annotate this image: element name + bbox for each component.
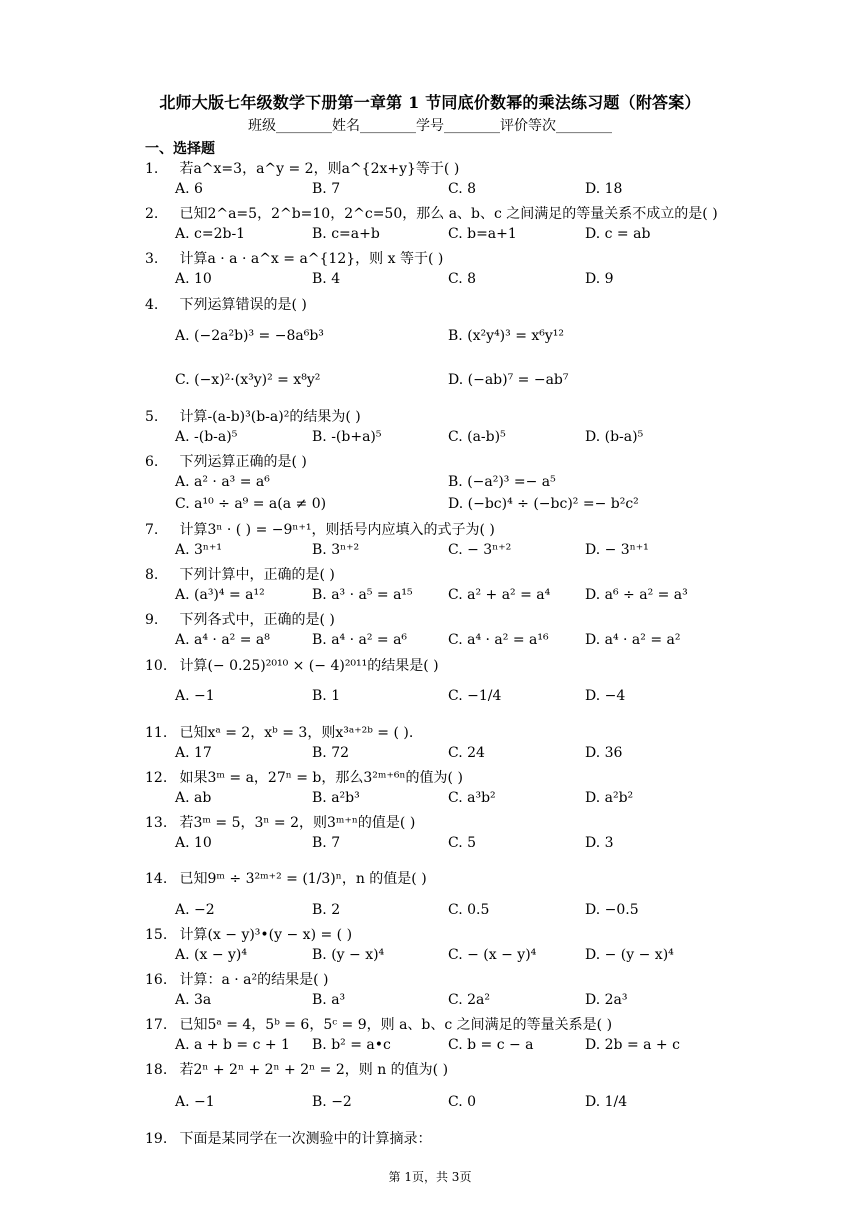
question-7 bbox=[145, 519, 495, 539]
option-a: A. (−2a²b)³ = −8a⁶b³ bbox=[175, 328, 324, 344]
option-b: B. 3ⁿ⁺² bbox=[312, 542, 360, 558]
question-number: 3. bbox=[145, 251, 159, 267]
option-b: B. (y − x)⁴ bbox=[312, 947, 385, 963]
option-b: B. 7 bbox=[312, 181, 341, 197]
option-c: C. (a-b)⁵ bbox=[448, 429, 506, 445]
option-d: D. a⁶ ÷ a² = a³ bbox=[585, 587, 688, 603]
question-12 bbox=[145, 767, 463, 787]
question-number: 18. bbox=[145, 1062, 168, 1078]
section-heading: 一、选择题 bbox=[145, 141, 215, 157]
option-c: C. 0 bbox=[448, 1094, 477, 1110]
question-number: 13. bbox=[145, 815, 168, 831]
option-b: B. (−a²)³ =− a⁵ bbox=[448, 474, 556, 490]
option-d: D. a²b² bbox=[585, 790, 634, 806]
question-17 bbox=[145, 1014, 612, 1034]
question-stem: 已知9ᵐ ÷ 3²ᵐ⁺² = (1/3)ⁿ，n 的值是( ) bbox=[179, 871, 427, 887]
option-a: A. (a³)⁴ = a¹² bbox=[175, 587, 265, 603]
question-number: 2. bbox=[145, 206, 159, 222]
option-a: A. c=2b-1 bbox=[175, 226, 246, 242]
question-2 bbox=[145, 203, 718, 223]
question-number: 8. bbox=[145, 567, 159, 583]
question-stem: 已知xᵃ = 2，xᵇ = 3，则x³ᵃ⁺²ᵇ = ( ). bbox=[179, 725, 414, 741]
question-number: 19. bbox=[145, 1131, 168, 1147]
option-d: D. − (y − x)⁴ bbox=[585, 947, 674, 963]
option-c: C. a² + a² = a⁴ bbox=[448, 587, 551, 603]
option-a: A. 3a bbox=[175, 992, 212, 1008]
option-d: D. a⁴ · a² = a² bbox=[585, 632, 681, 648]
option-b: B. 2 bbox=[312, 902, 341, 918]
option-a: A. -(b-a)⁵ bbox=[175, 429, 238, 445]
question-stem: 计算a · a · a^x = a^{12}，则 x 等于( ) bbox=[179, 251, 444, 267]
question-stem: 已知2^a=5，2^b=10，2^c=50，那么 a、b、c 之间满足的等量关系不成立的是( ) bbox=[179, 206, 718, 222]
option-b: B. a²b³ bbox=[312, 790, 360, 806]
option-c: C. (−x)²·(x³y)² = x⁸y² bbox=[175, 372, 321, 388]
option-d: D. (b-a)⁵ bbox=[585, 429, 644, 445]
question-stem: 若2ⁿ + 2ⁿ + 2ⁿ + 2ⁿ = 2，则 n 的值为( ) bbox=[179, 1062, 449, 1078]
option-a: A. (x − y)⁴ bbox=[175, 947, 247, 963]
question-stem: 如果3ᵐ = a，27ⁿ = b，那么3²ᵐ⁺⁶ⁿ的值为( ) bbox=[179, 770, 463, 786]
option-c: C. 2a² bbox=[448, 992, 490, 1008]
question-14 bbox=[145, 868, 427, 888]
question-13 bbox=[145, 812, 415, 832]
option-d: D. 3 bbox=[585, 835, 614, 851]
question-stem: 下列运算正确的是( ) bbox=[179, 454, 307, 470]
option-a: A. a + b = c + 1 bbox=[175, 1037, 290, 1053]
option-d: D. 36 bbox=[585, 745, 623, 761]
option-a: A. −1 bbox=[175, 688, 215, 704]
option-c: C. b=a+1 bbox=[448, 226, 517, 242]
question-number: 12. bbox=[145, 770, 168, 786]
option-d: D. (−ab)⁷ = −ab⁷ bbox=[448, 372, 569, 388]
page-title: 北师大版七年级数学下册第一章第 1 节同底价数幂的乘法练习题（附答案） bbox=[159, 93, 701, 112]
question-19 bbox=[145, 1128, 431, 1148]
option-c: C. b = c − a bbox=[448, 1037, 534, 1053]
option-a: A. 3ⁿ⁺¹ bbox=[175, 542, 222, 558]
option-a: A. ab bbox=[175, 790, 212, 806]
question-number: 9. bbox=[145, 612, 159, 628]
question-stem: 计算：a · a²的结果是( ) bbox=[179, 972, 329, 988]
question-11 bbox=[145, 722, 413, 742]
option-b: B. c=a+b bbox=[312, 226, 380, 242]
question-stem: 下列运算错误的是( ) bbox=[179, 297, 307, 313]
option-b: B. (x²y⁴)³ = x⁶y¹² bbox=[448, 328, 565, 344]
question-1 bbox=[145, 158, 459, 178]
option-d: D. (−bc)⁴ ÷ (−bc)² =− b²c² bbox=[448, 496, 639, 512]
option-c: C. 24 bbox=[448, 745, 485, 761]
question-number: 17. bbox=[145, 1017, 168, 1033]
question-stem: 计算(− 0.25)²⁰¹⁰ × (− 4)²⁰¹¹的结果是( ) bbox=[179, 658, 439, 674]
option-c: C. a³b² bbox=[448, 790, 496, 806]
option-b: B. 4 bbox=[312, 271, 341, 287]
question-stem: 已知5ᵃ = 4，5ᵇ = 6，5ᶜ = 9，则 a、b、c 之间满足的等量关系是( ) bbox=[179, 1017, 613, 1033]
option-a: A. a⁴ · a² = a⁸ bbox=[175, 632, 270, 648]
question-stem: 若3ᵐ = 5，3ⁿ = 2，则3ᵐ⁺ⁿ的值是( ) bbox=[179, 815, 416, 831]
option-a: A. 6 bbox=[175, 181, 203, 197]
option-c: C. 8 bbox=[448, 181, 477, 197]
option-b: B. a³ bbox=[312, 992, 346, 1008]
question-number: 15. bbox=[145, 927, 168, 943]
option-d: D. 18 bbox=[585, 181, 623, 197]
question-number: 11. bbox=[145, 725, 168, 741]
question-18 bbox=[145, 1059, 448, 1079]
option-d: D. −0.5 bbox=[585, 902, 639, 918]
option-b: B. 1 bbox=[312, 688, 341, 704]
option-d: D. 9 bbox=[585, 271, 614, 287]
question-stem: 下面是某同学在一次测验中的计算摘录： bbox=[179, 1131, 432, 1147]
option-a: A. 10 bbox=[175, 271, 212, 287]
question-4 bbox=[145, 294, 307, 314]
question-number: 4. bbox=[145, 297, 159, 313]
option-b: B. a³ · a⁵ = a¹⁵ bbox=[312, 587, 413, 603]
option-c: C. − (x − y)⁴ bbox=[448, 947, 537, 963]
option-a: A. 17 bbox=[175, 745, 212, 761]
question-16 bbox=[145, 969, 328, 989]
option-b: B. a⁴ · a² = a⁶ bbox=[312, 632, 408, 648]
option-d: D. 2b = a + c bbox=[585, 1037, 680, 1053]
student-info-line: 班级________姓名________学号________评价等次________ bbox=[248, 118, 612, 134]
page-footer: 第 1页，共 3页 bbox=[388, 1170, 472, 1184]
question-3 bbox=[145, 248, 443, 268]
option-d: D. 2a³ bbox=[585, 992, 628, 1008]
question-stem: 计算(x − y)³•(y − x) = ( ) bbox=[179, 927, 353, 943]
question-number: 7. bbox=[145, 522, 159, 538]
option-c: C. a⁴ · a² = a¹⁶ bbox=[448, 632, 549, 648]
option-b: B. 72 bbox=[312, 745, 350, 761]
question-8 bbox=[145, 564, 335, 584]
question-number: 1. bbox=[145, 161, 159, 177]
option-b: B. 7 bbox=[312, 835, 341, 851]
question-15 bbox=[145, 924, 352, 944]
question-number: 6. bbox=[145, 454, 159, 470]
option-c: C. a¹⁰ ÷ a⁹ = a(a ≠ 0) bbox=[175, 496, 327, 512]
option-b: B. −2 bbox=[312, 1094, 352, 1110]
question-number: 10. bbox=[145, 658, 168, 674]
option-b: B. b² = a•c bbox=[312, 1037, 391, 1053]
question-stem: 若a^x=3，a^y = 2，则a^{2x+y}等于( ) bbox=[179, 161, 460, 177]
question-stem: 计算-(a-b)³(b-a)²的结果为( ) bbox=[179, 409, 361, 425]
option-c: C. − 3ⁿ⁺² bbox=[448, 542, 512, 558]
option-a: A. 10 bbox=[175, 835, 212, 851]
question-number: 14. bbox=[145, 871, 168, 887]
question-stem: 计算3ⁿ · ( ) = −9ⁿ⁺¹，则括号内应填入的式子为( ) bbox=[179, 522, 495, 538]
question-stem: 下列各式中，正确的是( ) bbox=[179, 612, 335, 628]
question-stem: 下列计算中，正确的是( ) bbox=[179, 567, 335, 583]
question-10 bbox=[145, 655, 439, 675]
option-d: D. −4 bbox=[585, 688, 626, 704]
option-c: C. 5 bbox=[448, 835, 477, 851]
option-c: C. 8 bbox=[448, 271, 477, 287]
option-a: A. −2 bbox=[175, 902, 215, 918]
question-number: 16. bbox=[145, 972, 168, 988]
option-a: A. −1 bbox=[175, 1094, 215, 1110]
option-d: D. c = ab bbox=[585, 226, 651, 242]
option-a: A. a² · a³ = a⁶ bbox=[175, 474, 270, 490]
option-c: C. −1/4 bbox=[448, 688, 502, 704]
option-c: C. 0.5 bbox=[448, 902, 490, 918]
option-d: D. − 3ⁿ⁺¹ bbox=[585, 542, 649, 558]
question-6 bbox=[145, 451, 307, 471]
question-5 bbox=[145, 406, 361, 426]
option-b: B. -(b+a)⁵ bbox=[312, 429, 382, 445]
option-d: D. 1/4 bbox=[585, 1094, 628, 1110]
question-9 bbox=[145, 609, 335, 629]
question-number: 5. bbox=[145, 409, 159, 425]
